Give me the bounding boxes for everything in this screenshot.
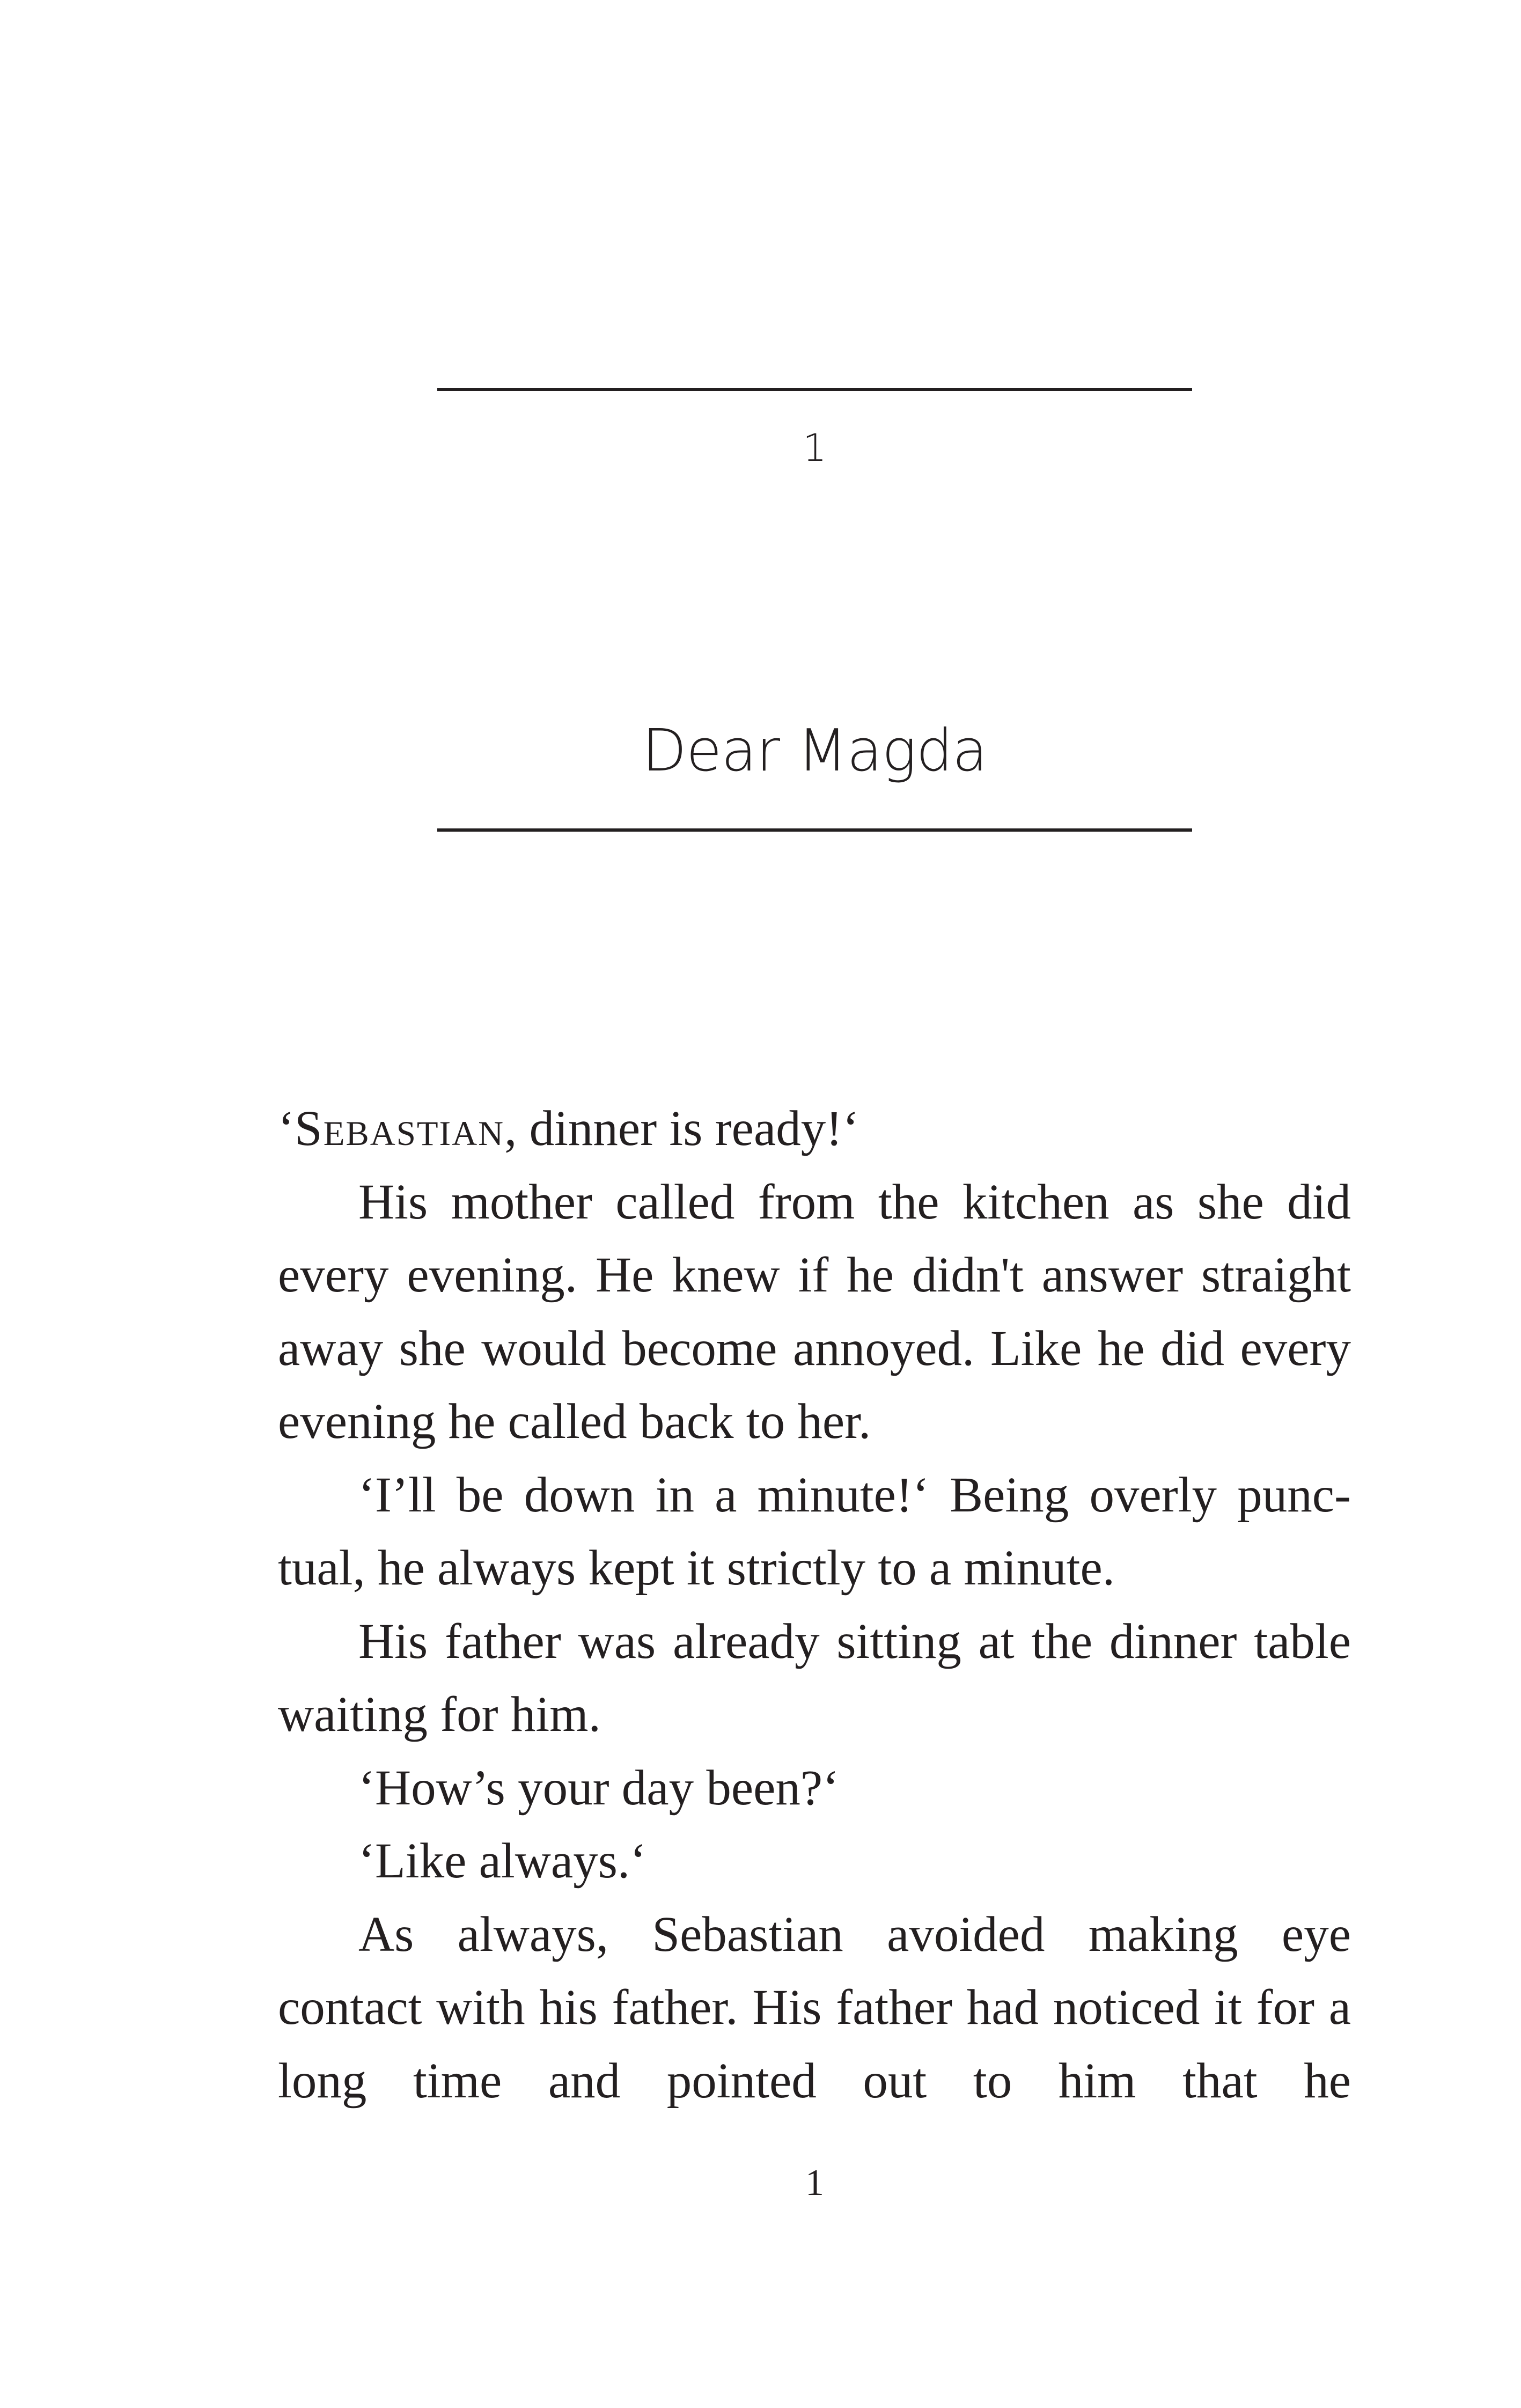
page-number: 1 <box>805 2162 824 2204</box>
chapter-rule-bottom <box>437 828 1192 832</box>
body-text <box>278 1092 1351 2118</box>
paragraph-3: ‘I’ll be down in a minute!‘ Being overly punctual, he always kept it strictly to a minute. <box>278 1467 1351 1596</box>
paragraph-5: ‘How’s your day been?‘ <box>358 1760 840 1816</box>
paragraph-4: His father was already sitting at the dinner table waiting for him. <box>278 1613 1351 1742</box>
paragraph-7: As always, Sebastian avoided making eye contact with his father. His father had noticed it for a long time and pointed out to him that he <box>278 1906 1351 2109</box>
chapter-number: 1 <box>803 426 827 470</box>
paragraph-1 <box>278 1092 1351 1166</box>
paragraph-1-rest: , dinner is ready!‘ <box>504 1101 859 1156</box>
character-name: Sebastian <box>294 1101 505 1156</box>
chapter-title: Dear Magda <box>642 717 988 784</box>
chapter-rule-top <box>437 388 1192 391</box>
paragraph-2: His mother called from the kitchen as she did every evening. He knew if he didn't answer straight away she would become annoyed. Like he did every evening he called back to her. <box>278 1174 1351 1449</box>
paragraph-6: ‘Like always.‘ <box>358 1833 647 1889</box>
opening-quote: ‘ <box>278 1101 295 1156</box>
